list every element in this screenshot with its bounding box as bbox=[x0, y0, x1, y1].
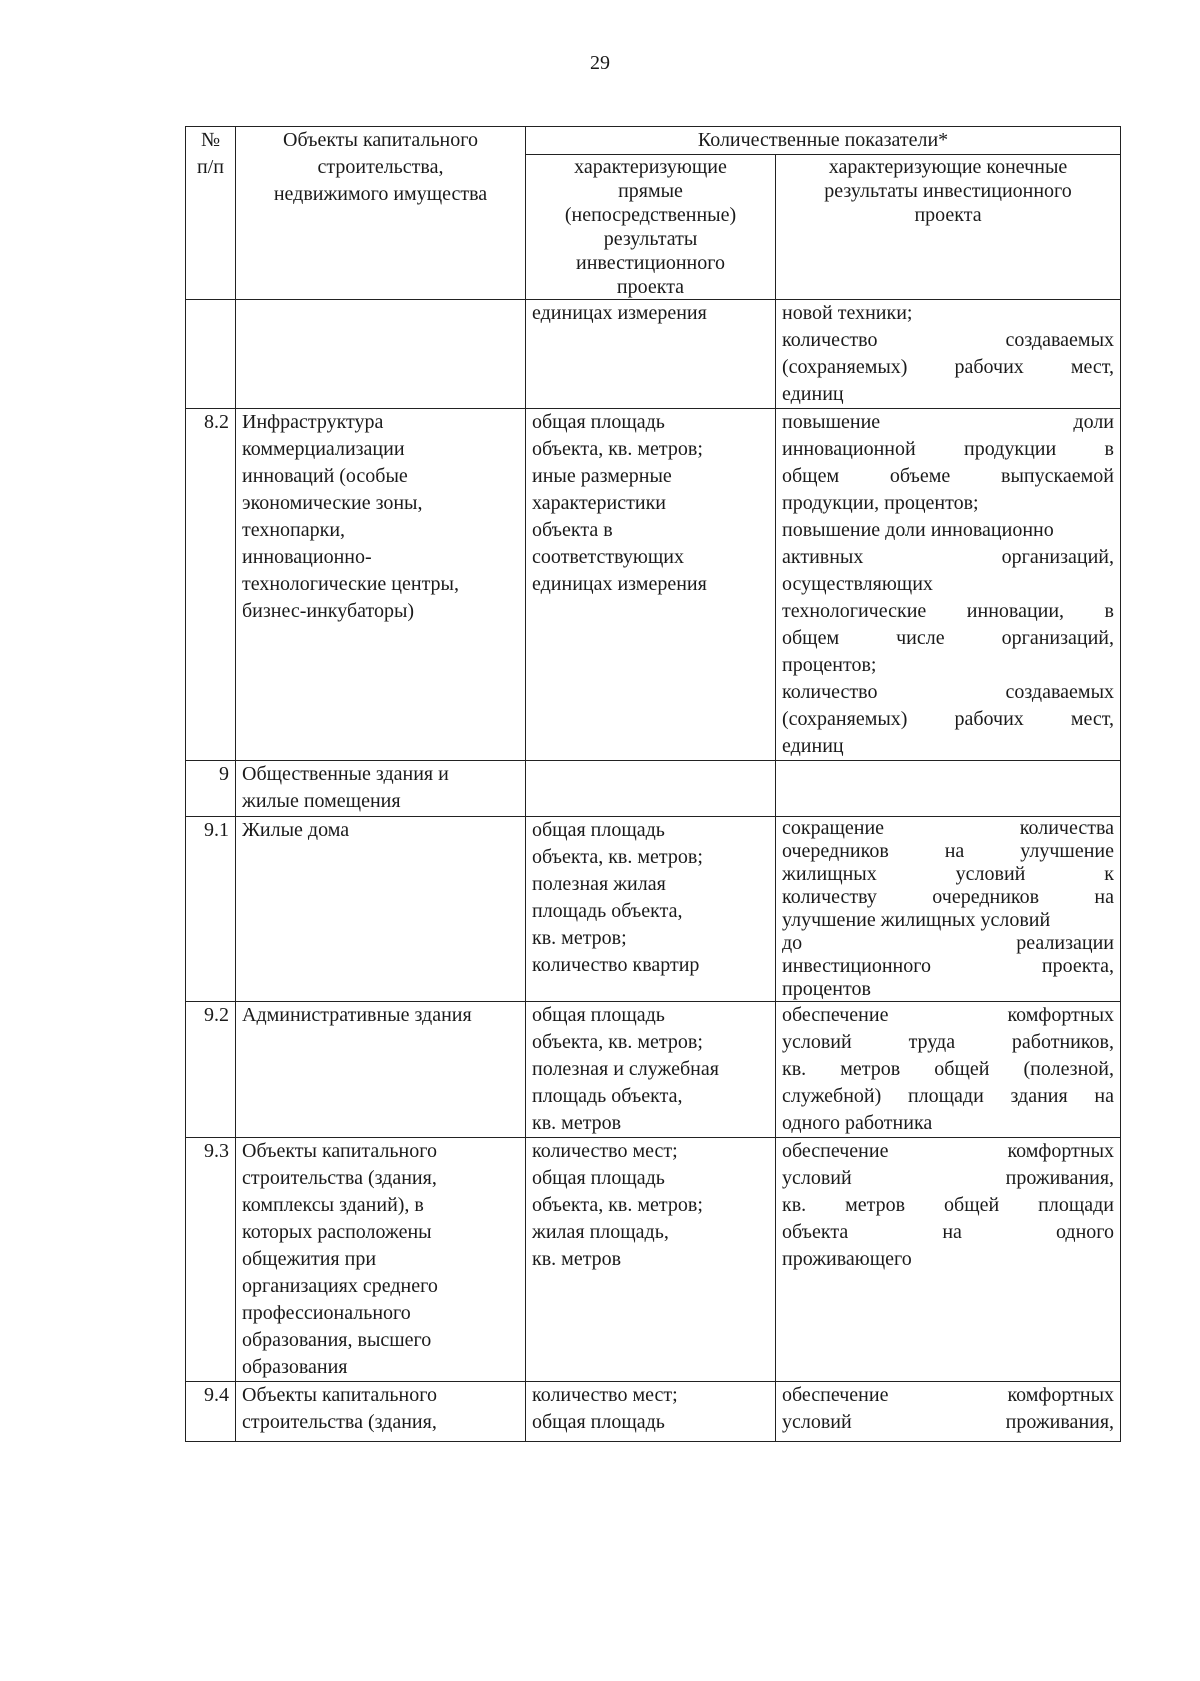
cell-line: общая площадь bbox=[532, 1411, 665, 1433]
table-row bbox=[186, 1382, 1121, 1442]
final-indicators-cell bbox=[776, 409, 1121, 761]
cell-line: проживающего bbox=[782, 1248, 912, 1270]
cell-line: экономические зоны, bbox=[242, 492, 423, 514]
cell-line bbox=[782, 1083, 1114, 1110]
object-cell bbox=[236, 1382, 526, 1442]
header-indicators: Количественные показатели* bbox=[526, 127, 1121, 155]
cell-line bbox=[782, 1056, 1114, 1083]
cell-word: количество bbox=[782, 329, 878, 351]
cell-line: кв. метров bbox=[532, 1248, 622, 1270]
header-line: результаты bbox=[603, 228, 698, 250]
cell-word: реализации bbox=[1016, 932, 1115, 954]
header-line: инвестиционного bbox=[576, 252, 725, 274]
cell-line: процентов bbox=[782, 978, 871, 1000]
table-row bbox=[186, 817, 1121, 1002]
row-number: 9.3 bbox=[186, 1138, 236, 1382]
cell-word: площади bbox=[1038, 1194, 1114, 1216]
cell-line: осуществляющих bbox=[782, 573, 933, 595]
cell-line bbox=[782, 1409, 1114, 1436]
cell-word: общей bbox=[944, 1194, 1000, 1216]
cell-word: объеме bbox=[889, 465, 951, 487]
cell-line bbox=[782, 706, 1114, 733]
table-row bbox=[186, 761, 1121, 817]
direct-indicators-cell bbox=[526, 1138, 776, 1382]
direct-indicators-cell bbox=[526, 1002, 776, 1138]
cell-line: коммерциализации bbox=[242, 438, 405, 460]
cell-word: инновационной bbox=[782, 438, 916, 460]
cell-word: на bbox=[1094, 886, 1115, 908]
cell-line: количество квартир bbox=[532, 954, 700, 976]
header-line: строительства, bbox=[317, 156, 444, 178]
cell-line bbox=[782, 1382, 1114, 1409]
cell-word: организаций, bbox=[1001, 627, 1115, 649]
object-cell bbox=[236, 1138, 526, 1382]
cell-word: активных bbox=[782, 546, 864, 568]
table-row bbox=[186, 1138, 1121, 1382]
cell-line: технопарки, bbox=[242, 519, 346, 541]
cell-line: процентов; bbox=[782, 654, 877, 676]
cell-word: очередников bbox=[932, 886, 1040, 908]
cell-word: мест, bbox=[1070, 356, 1114, 378]
cell-word: на bbox=[1094, 1085, 1114, 1107]
cell-word: комфортных bbox=[1007, 1004, 1115, 1026]
direct-indicators-cell bbox=[526, 761, 776, 817]
cell-line: Жилые дома bbox=[242, 819, 350, 841]
final-indicators-cell bbox=[776, 761, 1121, 817]
cell-line bbox=[782, 1165, 1114, 1192]
row-number: 9.2 bbox=[186, 1002, 236, 1138]
cell-word: количество bbox=[782, 681, 878, 703]
cell-line: одного работника bbox=[782, 1112, 933, 1134]
cell-word: площади bbox=[907, 1085, 984, 1107]
cell-line: повышение доли инновационно bbox=[782, 519, 1054, 541]
cell-word: одного bbox=[1056, 1221, 1115, 1243]
cell-line bbox=[782, 544, 1114, 571]
page-number: 29 bbox=[590, 52, 610, 74]
header-final bbox=[776, 155, 1121, 300]
header-line: № bbox=[200, 129, 221, 151]
cell-word: (сохраняемых) bbox=[782, 356, 908, 378]
final-indicators-cell bbox=[776, 817, 1121, 1002]
cell-word: продукции bbox=[964, 438, 1057, 460]
cell-line: новой техники; bbox=[782, 302, 913, 324]
cell-word: общем bbox=[782, 627, 840, 649]
cell-line bbox=[782, 1002, 1114, 1029]
cell-line: характеристики bbox=[532, 492, 667, 514]
cell-line: продукции, процентов; bbox=[782, 492, 979, 514]
header-number bbox=[186, 127, 236, 300]
cell-word: инвестиционного bbox=[782, 955, 931, 977]
cell-word: жилищных bbox=[782, 863, 877, 885]
cell-word: создаваемых bbox=[1005, 681, 1115, 703]
table-body bbox=[186, 300, 1121, 1442]
cell-line: Административные здания bbox=[242, 1004, 472, 1026]
row-number: 9 bbox=[186, 761, 236, 817]
cell-line bbox=[782, 598, 1114, 625]
cell-line bbox=[782, 840, 1114, 863]
cell-word: обеспечение bbox=[782, 1140, 889, 1162]
cell-line: количество мест; bbox=[532, 1384, 678, 1406]
cell-line bbox=[782, 1192, 1114, 1219]
cell-line: общая площадь bbox=[532, 1004, 665, 1026]
cell-line: иные размерные bbox=[532, 465, 672, 487]
cell-line bbox=[782, 625, 1114, 652]
cell-line bbox=[782, 863, 1114, 886]
cell-word: комфортных bbox=[1007, 1140, 1115, 1162]
header-line: (непосредственные) bbox=[564, 204, 737, 226]
cell-line: площадь объекта, bbox=[532, 900, 683, 922]
cell-line: строительства (здания, bbox=[242, 1411, 437, 1433]
cell-word: метров bbox=[845, 1194, 906, 1216]
cell-line: кв. метров; bbox=[532, 927, 627, 949]
header-line: характеризующие конечные bbox=[828, 156, 1068, 178]
cell-line bbox=[782, 1029, 1114, 1056]
direct-indicators-cell bbox=[526, 300, 776, 409]
cell-word: общем bbox=[782, 465, 840, 487]
header-line: результаты инвестиционного bbox=[824, 180, 1072, 202]
header-line: прямые bbox=[618, 180, 683, 202]
cell-word: рабочих bbox=[954, 356, 1024, 378]
header-line: недвижимого имущества bbox=[273, 183, 488, 205]
cell-word: (полезной, bbox=[1023, 1058, 1114, 1080]
cell-word: проживания, bbox=[1005, 1167, 1115, 1189]
cell-line: Объекты капитального bbox=[242, 1384, 437, 1406]
cell-line: единиц bbox=[782, 735, 844, 757]
cell-word: (сохраняемых) bbox=[782, 708, 908, 730]
cell-line: образования bbox=[242, 1356, 348, 1378]
cell-line: бизнес-инкубаторы) bbox=[242, 600, 415, 622]
cell-line: кв. метров bbox=[532, 1112, 622, 1134]
header-line: характеризующие bbox=[574, 156, 727, 178]
cell-line bbox=[782, 886, 1114, 909]
cell-word: условий bbox=[782, 1167, 852, 1189]
cell-word: условий bbox=[782, 1031, 852, 1053]
cell-line: жилые помещения bbox=[242, 790, 401, 812]
object-cell bbox=[236, 300, 526, 409]
cell-word: труда bbox=[908, 1031, 956, 1053]
cell-word: условий bbox=[782, 1411, 852, 1433]
object-cell bbox=[236, 817, 526, 1002]
cell-word: обеспечение bbox=[782, 1384, 889, 1406]
header-object bbox=[236, 127, 526, 300]
cell-line: Объекты капитального bbox=[242, 1140, 437, 1162]
final-indicators-cell bbox=[776, 1138, 1121, 1382]
cell-line: технологические центры, bbox=[242, 573, 459, 595]
cell-line: объекта, кв. метров; bbox=[532, 438, 703, 460]
cell-word: к bbox=[1104, 863, 1114, 885]
cell-word: до bbox=[782, 932, 803, 954]
cell-word: объекта bbox=[782, 1221, 849, 1243]
cell-line: единицах измерения bbox=[532, 573, 707, 595]
cell-line: объекта, кв. метров; bbox=[532, 1194, 703, 1216]
cell-word: создаваемых bbox=[1005, 329, 1115, 351]
header-direct bbox=[526, 155, 776, 300]
cell-word: организаций, bbox=[1001, 546, 1115, 568]
cell-line: соответствующих bbox=[532, 546, 684, 568]
cell-word: комфортных bbox=[1007, 1384, 1115, 1406]
cell-word: в bbox=[1104, 600, 1114, 622]
cell-word: сокращение bbox=[782, 817, 885, 839]
cell-line: общая площадь bbox=[532, 411, 665, 433]
cell-word: улучшение bbox=[1020, 840, 1114, 862]
cell-word: инновации, bbox=[966, 600, 1065, 622]
cell-word: служебной) bbox=[782, 1085, 882, 1107]
cell-word: на bbox=[944, 840, 965, 862]
cell-line bbox=[782, 817, 1114, 840]
final-indicators-cell bbox=[776, 1382, 1121, 1442]
cell-word: числе bbox=[896, 627, 945, 649]
cell-line: площадь объекта, bbox=[532, 1085, 683, 1107]
cell-word: кв. bbox=[782, 1058, 807, 1080]
cell-word: проживания, bbox=[1005, 1411, 1115, 1433]
cell-word: работников, bbox=[1011, 1031, 1115, 1053]
cell-word: мест, bbox=[1070, 708, 1114, 730]
cell-line bbox=[782, 409, 1114, 436]
cell-word: здания bbox=[1010, 1085, 1068, 1107]
row-number bbox=[186, 300, 236, 409]
table-row bbox=[186, 409, 1121, 761]
indicators-table bbox=[185, 126, 1121, 1442]
cell-line: объекта, кв. метров; bbox=[532, 846, 703, 868]
object-cell bbox=[236, 761, 526, 817]
cell-word: кв. bbox=[782, 1194, 807, 1216]
cell-word: очередников bbox=[782, 840, 889, 862]
cell-line: количество мест; bbox=[532, 1140, 678, 1162]
cell-line: объекта в bbox=[532, 519, 613, 541]
cell-word: общей bbox=[934, 1058, 990, 1080]
direct-indicators-cell bbox=[526, 817, 776, 1002]
cell-line bbox=[782, 1219, 1114, 1246]
object-cell bbox=[236, 1002, 526, 1138]
object-cell bbox=[236, 409, 526, 761]
cell-word: технологические bbox=[782, 600, 927, 622]
cell-word: доли bbox=[1073, 411, 1115, 433]
cell-line: Инфраструктура bbox=[242, 411, 384, 433]
cell-word: выпускаемой bbox=[1001, 465, 1115, 487]
cell-word: количеству bbox=[782, 886, 877, 908]
cell-line: строительства (здания, bbox=[242, 1167, 437, 1189]
table-row bbox=[186, 300, 1121, 409]
cell-line: единиц bbox=[782, 383, 844, 405]
cell-word: рабочих bbox=[954, 708, 1024, 730]
cell-line: образования, высшего bbox=[242, 1329, 432, 1351]
cell-word: условий bbox=[955, 863, 1026, 885]
cell-word: на bbox=[942, 1221, 962, 1243]
cell-word: количества bbox=[1019, 817, 1115, 839]
final-indicators-cell bbox=[776, 1002, 1121, 1138]
cell-line: комплексы зданий), в bbox=[242, 1194, 424, 1216]
cell-line: полезная и служебная bbox=[532, 1058, 719, 1080]
header-line: Объекты капитального bbox=[283, 129, 478, 151]
cell-line: Общественные здания и bbox=[242, 763, 449, 785]
cell-line bbox=[782, 679, 1114, 706]
cell-line: полезная жилая bbox=[532, 873, 666, 895]
table-row bbox=[186, 1002, 1121, 1138]
cell-word: повышение bbox=[782, 411, 881, 433]
header-line: проекта bbox=[616, 276, 685, 298]
header-line: проекта bbox=[914, 204, 982, 226]
cell-line: инновационно- bbox=[242, 546, 372, 568]
row-number: 9.4 bbox=[186, 1382, 236, 1442]
header-line: п/п bbox=[197, 156, 224, 178]
cell-line: общая площадь bbox=[532, 1167, 665, 1189]
final-indicators-cell bbox=[776, 300, 1121, 409]
cell-line bbox=[782, 327, 1114, 354]
cell-line: общая площадь bbox=[532, 819, 665, 841]
cell-word: метров bbox=[840, 1058, 901, 1080]
cell-line: жилая площадь, bbox=[532, 1221, 669, 1243]
cell-line bbox=[782, 955, 1114, 978]
cell-line: инноваций (особые bbox=[242, 465, 408, 487]
cell-line bbox=[782, 436, 1114, 463]
cell-line: объекта, кв. метров; bbox=[532, 1031, 703, 1053]
cell-word: обеспечение bbox=[782, 1004, 889, 1026]
row-number: 8.2 bbox=[186, 409, 236, 761]
cell-line: которых расположены bbox=[242, 1221, 432, 1243]
cell-word: проекта, bbox=[1041, 955, 1115, 977]
cell-line: улучшение жилищных условий bbox=[782, 909, 1051, 931]
cell-line bbox=[782, 1138, 1114, 1165]
cell-line bbox=[782, 932, 1114, 955]
direct-indicators-cell bbox=[526, 1382, 776, 1442]
cell-line: общежития при bbox=[242, 1248, 377, 1270]
cell-word: в bbox=[1104, 438, 1114, 460]
cell-line: единицах измерения bbox=[532, 302, 707, 324]
cell-line bbox=[782, 463, 1114, 490]
cell-line bbox=[782, 354, 1114, 381]
cell-line: профессионального bbox=[242, 1302, 411, 1324]
row-number: 9.1 bbox=[186, 817, 236, 1002]
table-header-row bbox=[186, 127, 1121, 155]
direct-indicators-cell bbox=[526, 409, 776, 761]
cell-line: организациях среднего bbox=[242, 1275, 438, 1297]
